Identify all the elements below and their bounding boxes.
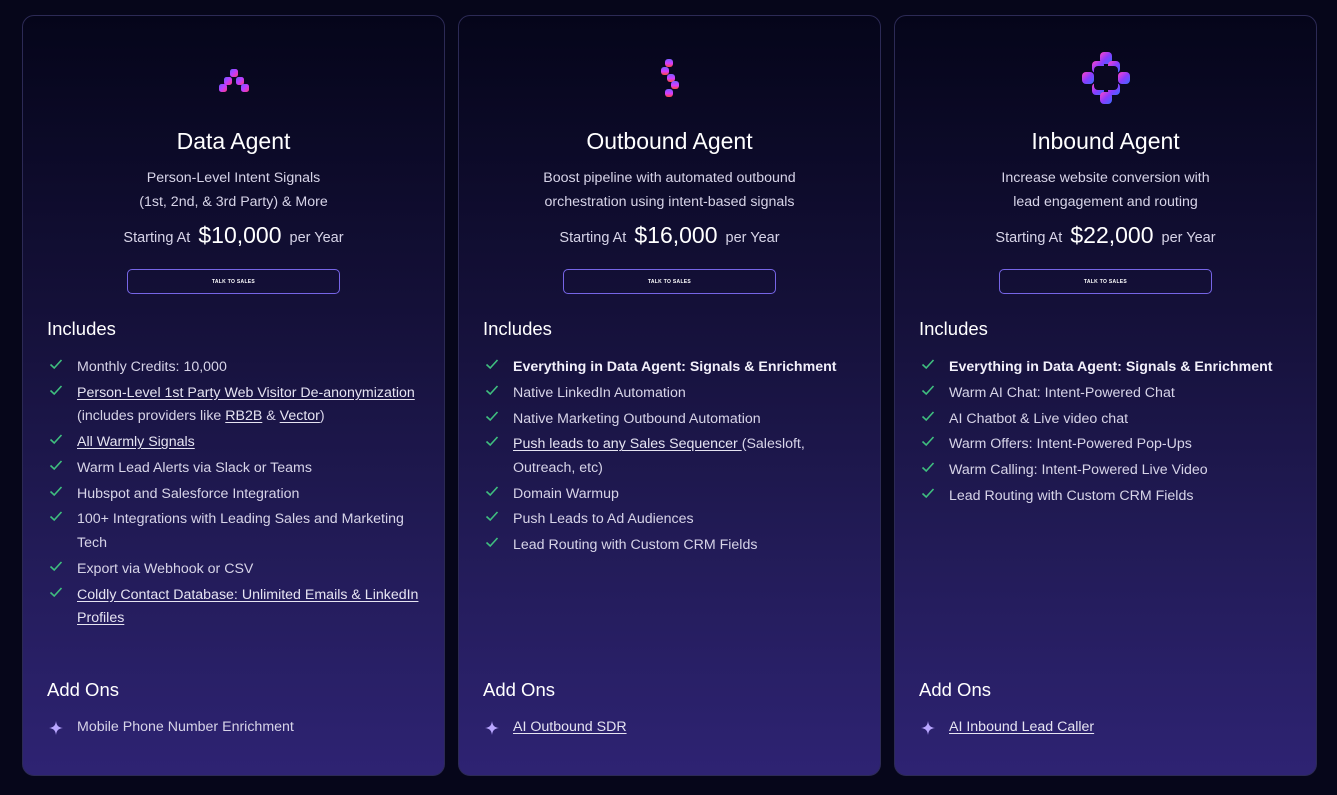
rb2b-link[interactable]: RB2B [225, 408, 263, 425]
check-icon [921, 486, 935, 500]
addon-link[interactable]: AI Inbound Lead Caller [949, 719, 1095, 735]
s-curve-icon [656, 57, 684, 106]
list-item [483, 408, 863, 432]
plan-description-line: (1st, 2nd, & 3rd Party) & More [139, 194, 328, 210]
price-amount: $10,000 [198, 222, 282, 248]
check-icon [49, 585, 63, 599]
addon-item [47, 716, 445, 739]
check-icon [921, 409, 935, 423]
addons-heading: Add Ons [919, 679, 991, 700]
addons-heading: Add Ons [483, 679, 555, 700]
features-list [47, 356, 427, 633]
list-item [483, 382, 863, 406]
feature-text: Export via Webhook or CSV [77, 560, 254, 577]
feature-text: Lead Routing with Custom CRM Fields [949, 487, 1194, 504]
price-prefix: Starting At [123, 230, 191, 246]
talk-to-sales-button[interactable]: TALK TO SALES [999, 269, 1212, 294]
plan-description-line: lead engagement and routing [1013, 194, 1198, 210]
list-item [483, 483, 863, 507]
list-item [47, 457, 427, 481]
includes-heading: Includes [919, 318, 988, 339]
plan-card-outbound-agent [458, 15, 881, 776]
feature-text: Domain Warmup [513, 485, 619, 502]
features-list [483, 356, 863, 560]
plan-description-line: Boost pipeline with automated outbound [543, 170, 796, 186]
feature-link[interactable]: Person-Level 1st Party Web Visitor De-anonymization [77, 384, 415, 401]
list-item [47, 382, 427, 429]
plus-cross-icon [1078, 50, 1134, 111]
plan-price [459, 221, 880, 248]
price-suffix: per Year [725, 230, 780, 246]
feature-text: Warm Lead Alerts via Slack or Teams [77, 459, 312, 476]
plan-title: Data Agent [176, 128, 291, 154]
feature-text: Native LinkedIn Automation [513, 384, 686, 401]
check-icon [921, 434, 935, 448]
check-icon [485, 484, 499, 498]
plan-card-inbound-agent [894, 15, 1317, 776]
list-item [919, 433, 1299, 457]
feature-text: ) [319, 408, 325, 425]
check-icon [921, 357, 935, 371]
triangle-nodes-icon [216, 63, 252, 104]
check-icon [49, 357, 63, 371]
plan-description-line: Increase website conversion with [1001, 170, 1210, 186]
talk-to-sales-button[interactable]: TALK TO SALES [127, 269, 340, 294]
list-item [47, 431, 427, 455]
sparkle-icon [49, 720, 63, 743]
check-icon [485, 409, 499, 423]
list-item [483, 508, 863, 532]
includes-heading: Includes [483, 318, 552, 339]
includes-heading: Includes [47, 318, 116, 339]
list-item [919, 382, 1299, 406]
talk-to-sales-button[interactable]: TALK TO SALES [563, 269, 776, 294]
list-item [919, 485, 1299, 509]
feature-text: Warm AI Chat: Intent-Powered Chat [949, 384, 1175, 401]
feature-text: Everything in Data Agent: Signals & Enrichment [949, 359, 1273, 375]
list-item [47, 558, 427, 582]
list-item [919, 356, 1299, 380]
check-icon [485, 357, 499, 371]
plan-description-line: Person-Level Intent Signals [146, 170, 321, 186]
plan-title: Outbound Agent [586, 128, 753, 154]
plan-description [459, 166, 880, 214]
list-item [47, 508, 427, 555]
feature-text: Push Leads to Ad Audiences [513, 511, 694, 528]
feature-link[interactable]: All Warmly Signals [77, 434, 195, 451]
plan-price [895, 221, 1316, 248]
sparkle-icon [485, 720, 499, 743]
check-icon [485, 434, 499, 448]
list-item [919, 408, 1299, 432]
list-item [483, 356, 863, 380]
sparkle-icon [921, 720, 935, 743]
list-item [47, 483, 427, 507]
feature-text: Warm Calling: Intent-Powered Live Video [949, 462, 1208, 479]
list-item [47, 584, 427, 631]
list-item [47, 356, 427, 380]
addons-heading: Add Ons [47, 679, 119, 700]
check-icon [49, 484, 63, 498]
feature-text: Monthly Credits: 10,000 [77, 359, 227, 375]
plan-description [895, 166, 1316, 214]
plan-price [23, 221, 444, 248]
price-amount: $22,000 [1070, 222, 1154, 248]
feature-text: Lead Routing with Custom CRM Fields [513, 537, 758, 554]
addon-item [483, 716, 881, 739]
price-suffix: per Year [289, 230, 344, 246]
check-icon [49, 383, 63, 397]
price-suffix: per Year [1161, 230, 1216, 246]
price-prefix: Starting At [559, 230, 627, 246]
feature-text: Native Marketing Outbound Automation [513, 410, 761, 427]
price-prefix: Starting At [995, 230, 1063, 246]
feature-text: (includes providers like [77, 408, 226, 425]
list-item [483, 534, 863, 558]
feature-link[interactable]: Push leads to any Sales Sequencer [513, 436, 742, 453]
check-icon [485, 535, 499, 549]
feature-text: 100+ Integrations with Leading Sales and Marketing Tech [77, 511, 404, 551]
addon-text: Mobile Phone Number Enrichment [77, 719, 294, 735]
feature-text: Warm Offers: Intent-Powered Pop-Ups [949, 436, 1192, 453]
feature-text: & [262, 408, 280, 425]
check-icon [49, 509, 63, 523]
plan-description [23, 166, 444, 214]
check-icon [921, 460, 935, 474]
addon-link[interactable]: AI Outbound SDR [513, 719, 627, 735]
feature-text: Everything in Data Agent: Signals & Enrichment [513, 359, 837, 375]
list-item [919, 459, 1299, 483]
check-icon [485, 383, 499, 397]
check-icon [49, 559, 63, 573]
addon-item [919, 716, 1317, 739]
price-amount: $16,000 [634, 222, 718, 248]
feature-text: AI Chatbot & Live video chat [949, 410, 1129, 427]
list-item [483, 433, 863, 480]
feature-text: (Salesloft, Outreach, etc) [513, 436, 805, 476]
check-icon [49, 432, 63, 446]
plan-description-line: orchestration using intent-based signals [544, 194, 795, 210]
check-icon [921, 383, 935, 397]
check-icon [485, 509, 499, 523]
plan-title: Inbound Agent [1031, 128, 1180, 154]
plan-card-data-agent [22, 15, 445, 776]
check-icon [49, 458, 63, 472]
feature-link[interactable]: Coldly Contact Database: Unlimited Emails & LinkedIn Profiles [77, 586, 419, 627]
vector-link[interactable]: Vector [279, 408, 320, 425]
features-list [919, 356, 1299, 511]
feature-text: Hubspot and Salesforce Integration [77, 485, 300, 502]
